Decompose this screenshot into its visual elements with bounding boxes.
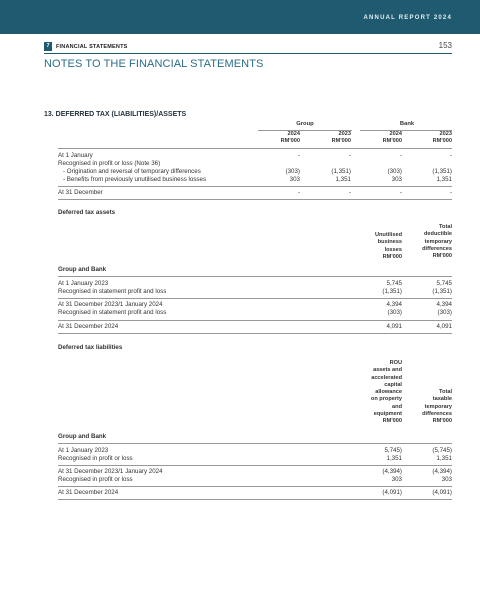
col-header: ROU assets and accelerated capital allowance on property and equipment RM'000: [370, 360, 402, 425]
cell: (5,745): [432, 447, 452, 454]
table-rule: [58, 320, 452, 321]
cell: 303: [391, 176, 402, 183]
cell: 303: [391, 476, 402, 483]
cell: (1,351): [382, 288, 402, 295]
group-label: Group and Bank: [58, 433, 107, 440]
row-label: At 31 December 2024: [58, 323, 119, 330]
table-rule: [58, 486, 452, 487]
cell: 4,091: [436, 323, 452, 330]
row-label: At 31 December 2023/1 January 2024: [58, 468, 163, 475]
row-label: Recognised in statement profit and loss: [58, 288, 167, 295]
table-rule: [58, 199, 452, 200]
cell: -: [348, 189, 351, 196]
row-label: At 1 January 2023: [58, 447, 109, 454]
report-label: ANNUAL REPORT 2024: [363, 15, 452, 21]
cell: (1,351): [331, 168, 351, 175]
group-header: Group: [296, 121, 314, 127]
row-label: Recognised in profit or loss: [58, 455, 133, 462]
cell: -: [297, 152, 300, 159]
assets-heading: Deferred tax assets: [58, 209, 116, 216]
note-title: 13. DEFERRED TAX (LIABILITIES)/ASSETS: [44, 111, 187, 118]
col-header: 2023 RM'000: [331, 131, 351, 145]
cell: -: [399, 152, 402, 159]
cell: -: [399, 189, 402, 196]
col-header: Total deductible temporary differences RM'000: [422, 224, 452, 260]
cell: (1,351): [432, 288, 452, 295]
col-header: 2023 RM'000: [432, 131, 452, 145]
cell: (4,091): [432, 489, 452, 496]
cell: (1,351): [432, 168, 452, 175]
table-rule: [58, 186, 452, 187]
table-rule: [58, 298, 452, 299]
top-banner: [0, 0, 480, 34]
header-rule: [44, 53, 452, 54]
col-header: 2024 RM'000: [280, 131, 300, 145]
row-label: At 31 December: [58, 189, 103, 196]
col-header: Total taxable temporary differences RM'000: [422, 389, 452, 425]
cell: -: [449, 152, 452, 159]
cell: 1,351: [335, 176, 351, 183]
group-label: Group and Bank: [58, 266, 107, 273]
bank-header: Bank: [399, 121, 415, 127]
cell: 1,351: [436, 455, 452, 462]
cell: (4,394): [382, 468, 402, 475]
cell: 4,091: [386, 323, 402, 330]
cell: (303): [437, 309, 452, 316]
page-title: NOTES TO THE FINANCIAL STATEMENTS: [44, 58, 264, 70]
col-header: 2024 RM'000: [382, 131, 402, 145]
cell: (4,394): [432, 468, 452, 475]
table-rule: [58, 499, 452, 500]
cell: -: [348, 152, 351, 159]
table-rule: [58, 148, 452, 149]
row-label: At 31 December 2023/1 January 2024: [58, 301, 163, 308]
cell: (303): [285, 168, 300, 175]
row-label: Recognised in statement profit and loss: [58, 309, 167, 316]
cell: 303: [441, 476, 452, 483]
table-rule: [58, 276, 452, 277]
cell: 1,351: [386, 455, 402, 462]
cell: (4,091): [382, 489, 402, 496]
row-label: - Benefits from previously unutilised business losses: [63, 176, 207, 183]
row-label: Recognised in profit or loss (Note 36): [58, 160, 161, 167]
cell: (303): [387, 309, 402, 316]
row-label: At 31 December 2024: [58, 489, 119, 496]
cell: 5,745: [386, 280, 402, 287]
cell: 5,745: [436, 280, 452, 287]
cell: -: [449, 189, 452, 196]
cell: 1,351: [436, 176, 452, 183]
row-label: Recognised in profit or loss: [58, 476, 133, 483]
table-rule: [58, 465, 452, 466]
table-rule: [58, 443, 452, 444]
row-label: - Origination and reversal of temporary differences: [63, 168, 201, 175]
section-label: FINANCIAL STATEMENTS: [56, 43, 128, 50]
section-number: 7: [44, 42, 52, 51]
page-number: 153: [438, 41, 452, 50]
liabilities-heading: Deferred tax liabilities: [58, 344, 123, 351]
cell: 4,394: [436, 301, 452, 308]
table-rule: [58, 333, 452, 334]
cell: (303): [387, 168, 402, 175]
cell: 4,394: [386, 301, 402, 308]
cell: 303: [289, 176, 300, 183]
col-header: Unutilised business losses RM'000: [374, 232, 402, 260]
section-indicator: [44, 42, 128, 51]
row-label: At 1 January: [58, 152, 93, 159]
cell: -: [297, 189, 300, 196]
row-label: At 1 January 2023: [58, 280, 109, 287]
cell: 5,745): [384, 447, 402, 454]
